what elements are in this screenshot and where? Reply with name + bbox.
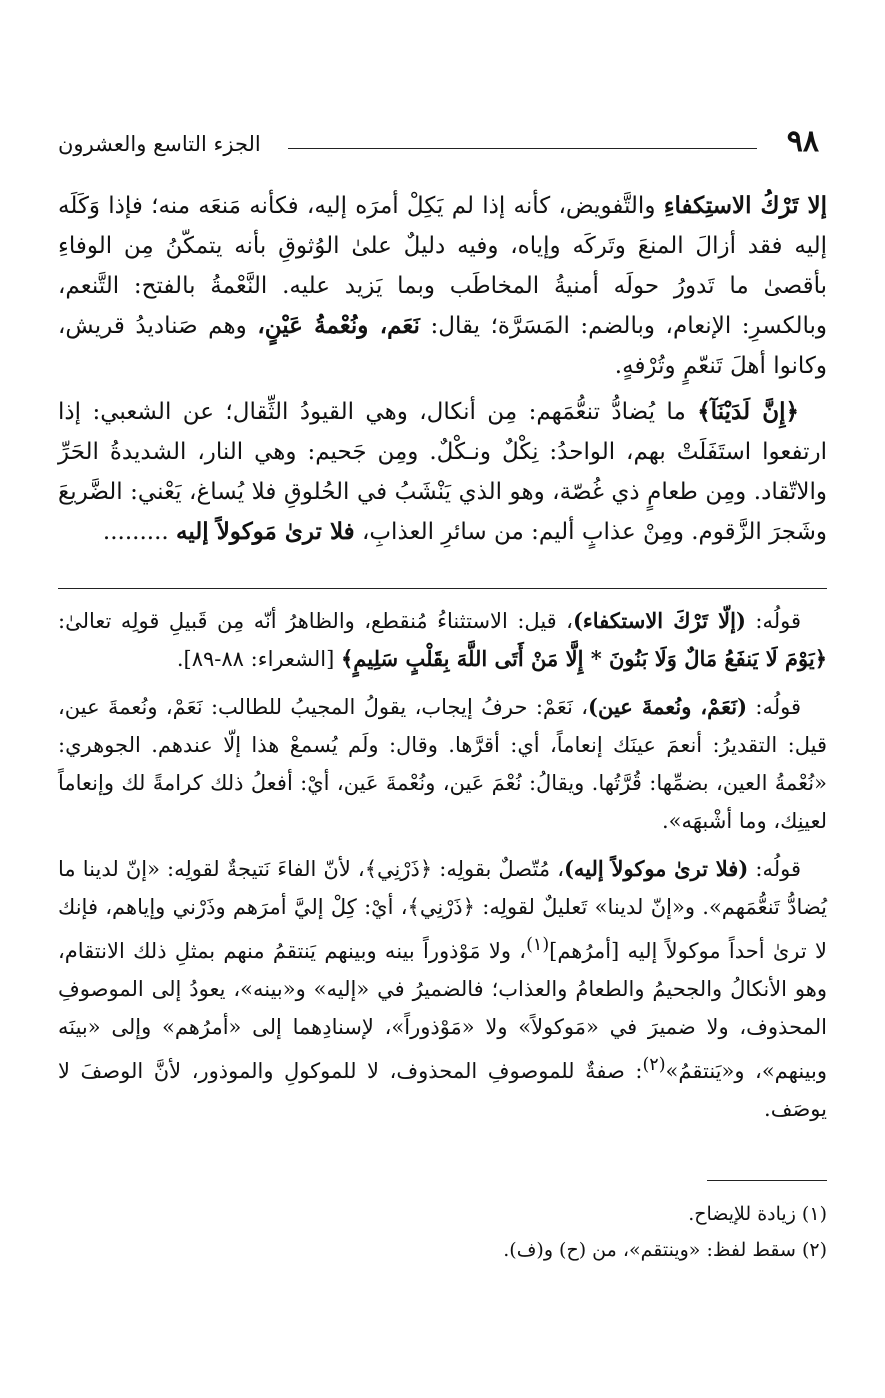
footnote-ref-2[interactable]: (٢): [642, 1055, 666, 1075]
main-text: [58, 186, 827, 558]
text-run: قولُه:: [747, 695, 802, 719]
commentary: [58, 602, 827, 1138]
text-run: [الشعراء: ٨٨-٨٩].: [176, 647, 341, 671]
footnote-1: (١) زيادة للإيضاح.: [688, 1203, 827, 1225]
bold-phrase: فلا ترىٰ مَوكولاً إليه: [176, 518, 355, 545]
bold-phrase: إلا تَرْكُ الاستِكفاءِ: [663, 192, 828, 219]
text-run: ، نَعَمْ: حرفُ إيجاب، يقولُ المجيبُ للطالب: نَعَمْ، ونُعمةَ عين، قيل: التقديرُ: أنعمَ عينَك إنعاماً، أي: أقرَّها. وقال: ولَم يُسمعْ هذا إلّا عندهم. الجوهري: «نُعْمةُ العين، بضمِّها: قُرَّتُها. ويقالُ: نُعْمَ عَين، ونُعْمةَ عَين، أيْ: أفعلُ ذلك كرامةً لك وإنعاماً لعينِك، وما أشْبهَه».: [58, 695, 827, 833]
commentary-separator: [58, 588, 827, 589]
bold-phrase: (إلّا تَرْكَ الاستكفاء): [572, 608, 746, 633]
commentary-paragraph-1: [58, 602, 827, 678]
text-run: : صفةٌ للموصوفِ المحذوف، لا للموكولِ والموذور، لأنَّ الوصفَ لا يوصَف.: [58, 1059, 827, 1121]
text-run: قولُه:: [745, 609, 801, 633]
text-run: ، قيل: الاستثناءُ مُنقطع، والظاهرُ أنّه مِن قَبيلِ قولِه تعالىٰ:: [58, 609, 573, 633]
footnote-ref-1[interactable]: (١): [526, 935, 550, 955]
main-paragraph-2: [58, 392, 827, 552]
header-rule: [288, 148, 757, 149]
footnotes: [58, 1196, 827, 1268]
bold-phrase: (فلا ترىٰ موكولاً إليه): [564, 856, 749, 881]
text-run: ، مُتّصلٌ بقولِه: ﴿ذَرْنِي﴾، لأنّ الفاءَ نَتيجةٌ لقولِه: «إنّ لدينا ما يُضادُّ تَنعُّمَهم». و«إنّ لدينا» تَعليلٌ لقولِه: ﴿ذَرْنِي﴾، أيْ: كِلْ إليَّ أمرَهم وذَرْني وإياهم، فإنك لا ترىٰ أحداً موكولاً إليه [أمرُهم]: [58, 857, 828, 963]
text-run: ، ولا مَوْذوراً بينه وبينهم يَنتقمُ منهم بمثلِ ذلك الانتقام، وهو الأنكالُ والجحيمُ والطعامُ والعذاب؛ فالضميرُ في «إليه» و«بينه»، يعودُ إلى الموصوفِ المحذوف، ولا ضميرَ في «مَوكولاً» ولا «مَوْذوراً»، لإسنادِهما إلى «أمرُهم» وإلى «بينَه وبينهم»، و«يَنتقمُ»: [58, 939, 827, 1083]
text-run: قولُه:: [748, 857, 802, 881]
quran-quote: ﴿إِنَّ لَدَيْنَآ﴾: [697, 398, 799, 425]
book-page: [58, 0, 827, 1398]
page-header: [58, 124, 827, 170]
bold-phrase: (نَعَمْ، ونُعمةَ عين): [588, 694, 748, 719]
text-run: ما يُضادُّ تنعُّمَهم: مِن أنكال، وهي القيودُ الثِّقال؛ عن الشعبي: إذا ارتفعوا استَفَلَتْ بهم، الواحدُ: نِكْلٌ ونـكْلٌ. ومِن جَحيم: وهي النار، الشديدةُ الحَرِّ والاتّقاد. ومِن طعامٍ ذي غُصّة، وهو الذي يَنْشَبُ في الحُلوقِ فلا يُساغ، يَعْني: الضَّريعَ وشَجرَ الزَّقوم. ومِنْ عذابٍ أليم: من سائرِ العذابِ،: [58, 399, 827, 545]
running-title: الجزء التاسع والعشرون: [58, 132, 261, 156]
footnote-separator: [707, 1180, 827, 1181]
text-run: وهم صَناديدُ قريش، وكانوا أهلَ تَنعّمٍ وتُرْفهٍ.: [58, 313, 827, 379]
quran-quote: ﴿يَوْمَ لَا يَنفَعُ مَالٌ وَلَا بَنُونَ * إِلَّا مَنْ أَتَى اللَّهَ بِقَلْبٍ سَلِيمٍ﴾: [340, 646, 827, 671]
footnote-2: (٢) سقط لفظ: «وينتقم»، من (ح) و(ف).: [503, 1239, 827, 1261]
text-run: .........: [102, 519, 177, 545]
text-run: والتَّفويض، كأنه إذا لم يَكِلْ أمرَه إليه، فكأنه مَنعَه منه؛ فإذا وَكَلَه إليه فقد أزالَ المنعَ وتَركَه وإياه، وفيه دليلٌ علىٰ الوُثوقِ بأنه يتمكّنُ مِن الوفاءِ بأقصىٰ ما تَدورُ حولَه أمنيةُ المخاطَب وبما يَزيد عليه. النَّعْمةُ بالفتح: التَّنعم، وبالكسرِ: الإنعام، وبالضم: المَسَرَّة؛ يقال:: [58, 193, 827, 339]
bold-phrase: نَعَم، ونُعْمةُ عَيْنٍ،: [257, 312, 420, 339]
commentary-paragraph-2: [58, 688, 827, 840]
main-paragraph-1: [58, 186, 827, 386]
page-number: ٩٨: [786, 124, 819, 159]
commentary-paragraph-3: [58, 850, 827, 1128]
